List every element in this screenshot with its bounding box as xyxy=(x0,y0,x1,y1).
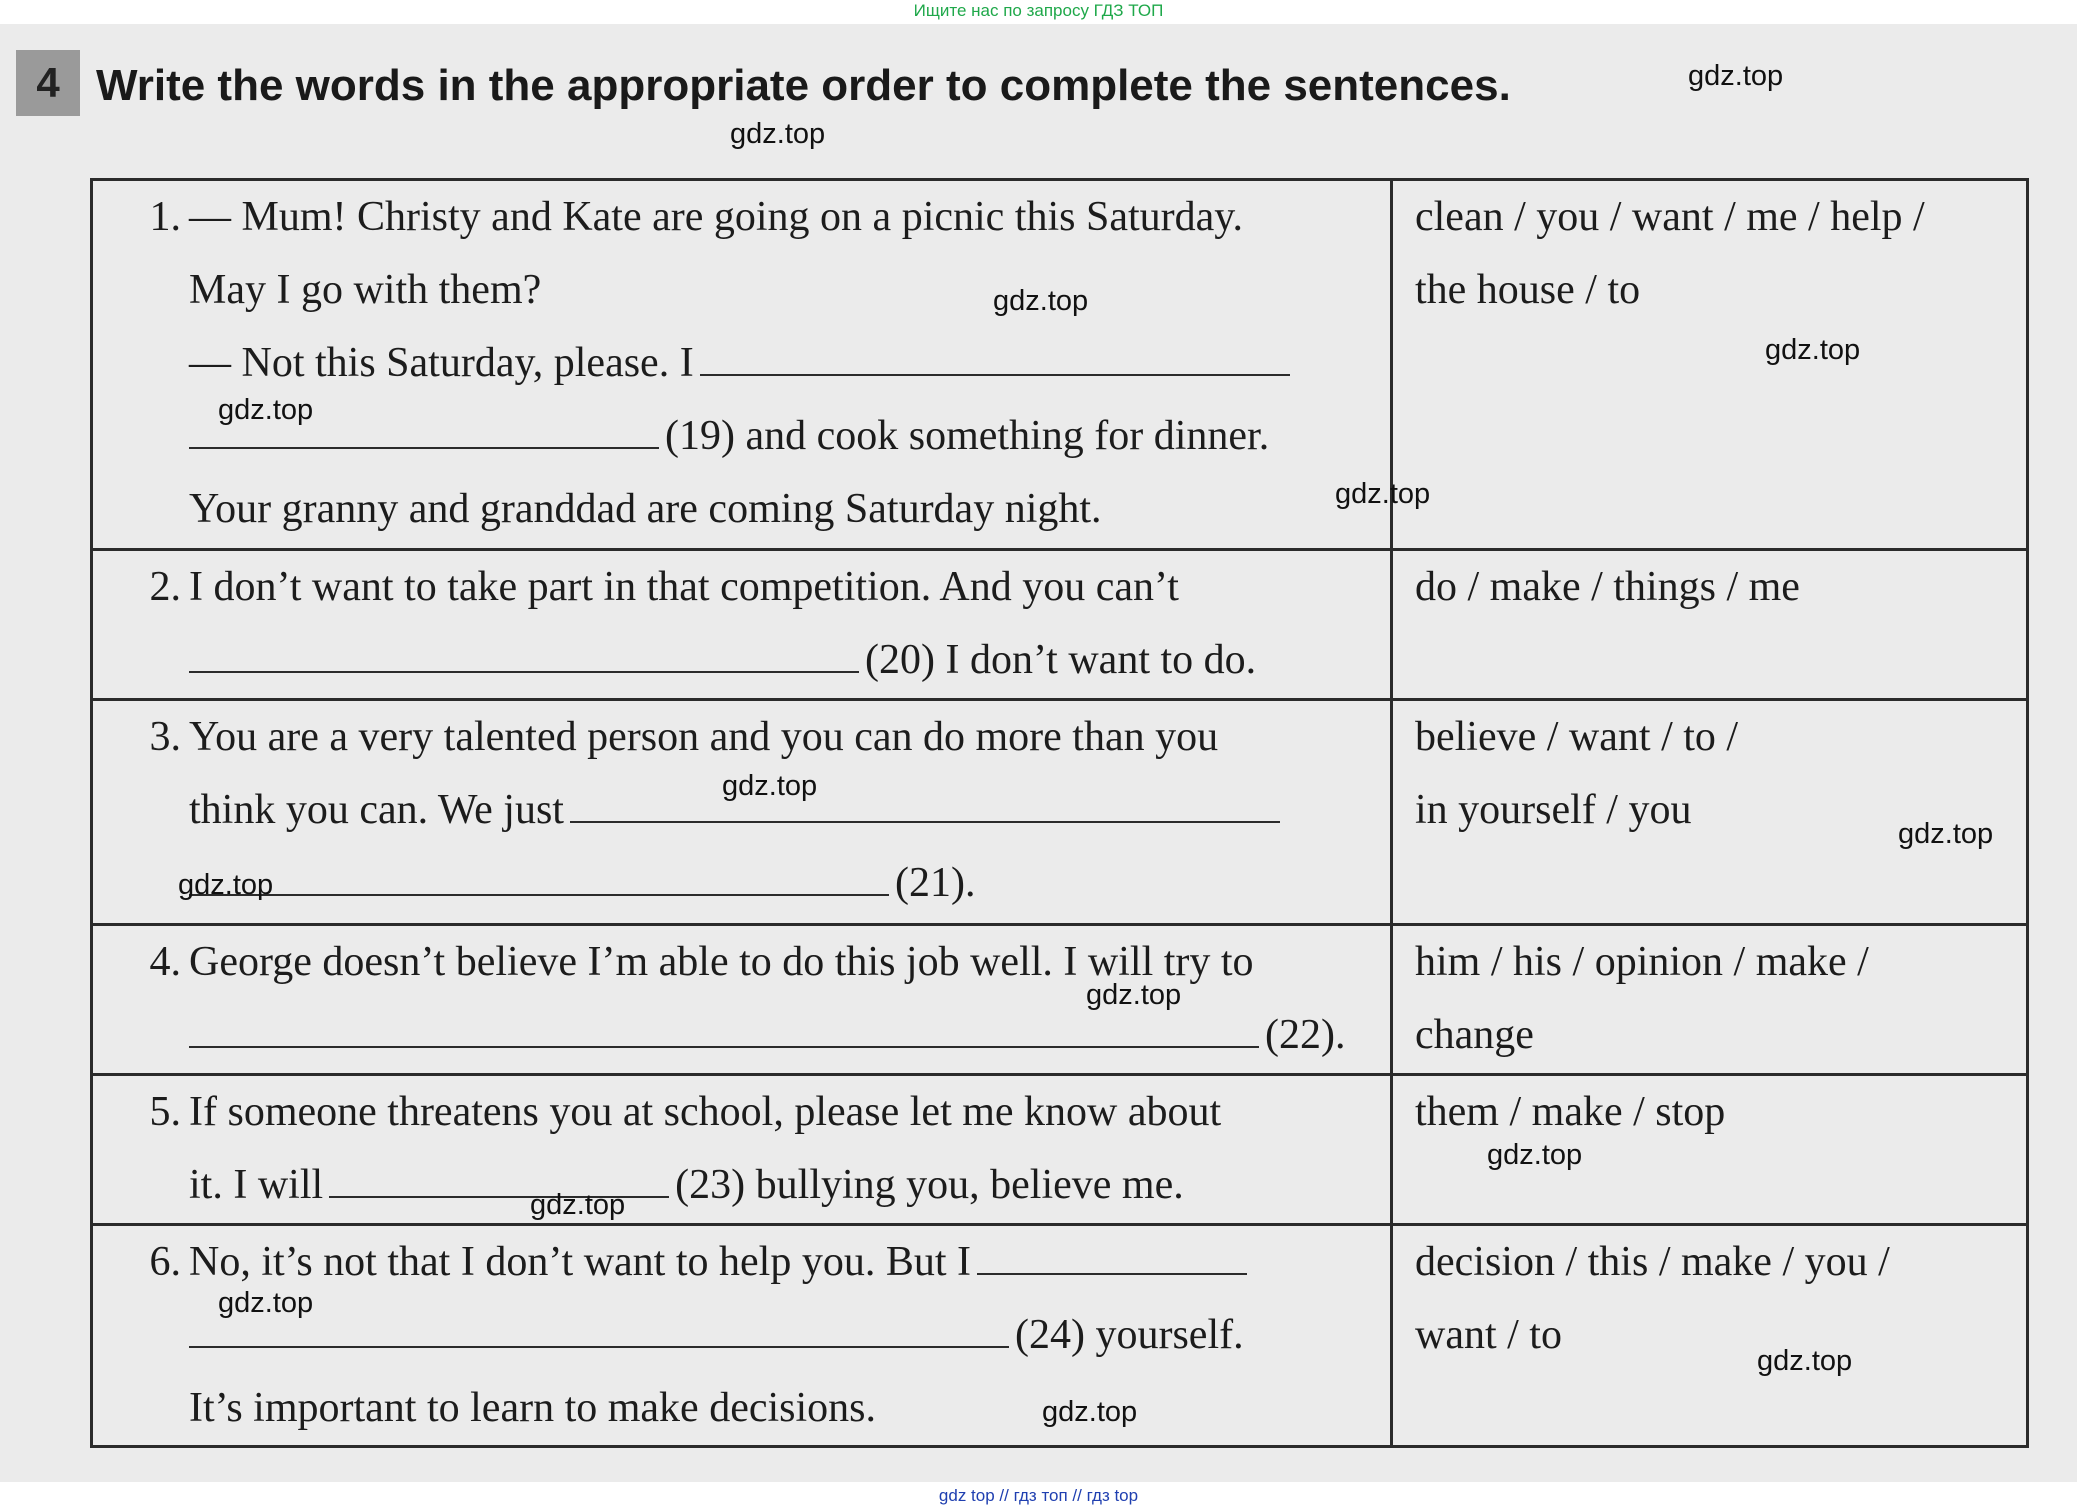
word-hint-cell xyxy=(1392,700,2028,925)
word-hint-cell xyxy=(1392,550,2028,700)
sentence-line: (24) yourself. xyxy=(1015,1312,1244,1358)
sentence-line: It’s important to learn to make decisions. xyxy=(189,1385,877,1431)
watermark: gdz.top xyxy=(218,394,314,426)
word-hint-line: want / to xyxy=(1415,1312,1562,1358)
search-banner-text[interactable]: Ищите нас по запросу ГДЗ ТОП xyxy=(913,1,1164,20)
watermark: gdz.top xyxy=(178,869,274,901)
sentence-cell xyxy=(92,1075,1392,1225)
task-number-badge: 4 xyxy=(16,50,80,116)
exercise-row-2 xyxy=(92,550,2028,700)
word-hint-line: in yourself / you xyxy=(1415,787,1692,833)
word-hint-line: the house / to xyxy=(1415,267,1641,313)
exercise-row-4 xyxy=(92,925,2028,1075)
sentence-line: If someone threatens you at school, please let me know about xyxy=(189,1089,1222,1135)
watermark: gdz.top xyxy=(730,118,826,150)
sentence-cell xyxy=(92,700,1392,925)
watermark: gdz.top xyxy=(1765,334,1861,366)
watermark: gdz.top xyxy=(722,770,818,802)
answer-blank-21-continued[interactable] xyxy=(189,858,889,896)
word-hint-cell xyxy=(1392,925,2028,1075)
exercise-table xyxy=(90,178,2029,1448)
word-hint-line: believe / want / to / xyxy=(1415,714,1739,760)
watermark: gdz.top xyxy=(530,1189,626,1221)
sentence-cell xyxy=(92,180,1392,550)
answer-blank-24[interactable] xyxy=(977,1237,1247,1275)
sentence-line: May I go with them? xyxy=(189,267,542,313)
word-hint-line: him / his / opinion / make / xyxy=(1415,939,1869,985)
footer-text[interactable]: gdz top // гдз топ // гдз top xyxy=(938,1486,1139,1505)
sentence-line: George doesn’t believe I’m able to do this job well. I will try to xyxy=(189,939,1254,985)
answer-blank-22[interactable] xyxy=(189,1010,1259,1048)
answer-blank-21[interactable] xyxy=(570,785,1280,823)
word-hint-line: decision / this / make / you / xyxy=(1415,1239,1890,1285)
watermark: gdz.top xyxy=(1688,60,1784,92)
sentence-line: (20) I don’t want to do. xyxy=(865,637,1257,683)
item-number: 5. xyxy=(149,1089,181,1135)
task-title: Write the words in the appropriate order to complete the sentences. xyxy=(96,61,1511,110)
watermark: gdz.top xyxy=(1898,818,1994,850)
word-hint-cell xyxy=(1392,180,2028,550)
word-hint-line: change xyxy=(1415,1012,1534,1058)
sentence-line: You are a very talented person and you can do more than you xyxy=(189,714,1219,760)
exercise-row-3 xyxy=(92,700,2028,925)
sentence-line: (21). xyxy=(895,860,976,906)
sentence-cell xyxy=(92,1225,1392,1447)
sentence-line: — Mum! Christy and Kate are going on a picnic this Saturday. xyxy=(189,194,1244,240)
watermark: gdz.top xyxy=(1042,1396,1138,1428)
word-hint-cell xyxy=(1392,1225,2028,1447)
sentence-line: (19) and cook something for dinner. xyxy=(665,413,1270,459)
watermark: gdz.top xyxy=(993,285,1089,317)
answer-blank-20[interactable] xyxy=(189,635,859,673)
watermark: gdz.top xyxy=(1757,1345,1853,1377)
item-number: 1. xyxy=(149,194,181,240)
sentence-line: (23) bullying you, believe me. xyxy=(675,1162,1184,1208)
sentence-line: — Not this Saturday, please. I xyxy=(189,340,694,386)
item-number: 6. xyxy=(149,1239,181,1285)
item-number: 2. xyxy=(149,564,181,610)
exercise-row-1 xyxy=(92,180,2028,550)
watermark: gdz.top xyxy=(1487,1139,1583,1171)
word-hint-line: them / make / stop xyxy=(1415,1089,1726,1135)
search-banner[interactable] xyxy=(0,0,2077,24)
item-number: 4. xyxy=(149,939,181,985)
sentence-line: No, it’s not that I don’t want to help you. But I xyxy=(189,1239,972,1285)
sentence-line: it. I will xyxy=(189,1162,324,1208)
footer-links[interactable] xyxy=(0,1482,2077,1510)
sentence-line: think you can. We just xyxy=(189,787,564,833)
word-hint-line: clean / you / want / me / help / xyxy=(1415,194,1925,240)
sentence-line: (22). xyxy=(1265,1012,1346,1058)
word-hint-line: do / make / things / me xyxy=(1415,564,1800,610)
watermark: gdz.top xyxy=(1086,979,1182,1011)
watermark: gdz.top xyxy=(218,1287,314,1319)
exercise-row-5 xyxy=(92,1075,2028,1225)
sentence-cell xyxy=(92,925,1392,1075)
answer-blank-19[interactable] xyxy=(700,338,1290,376)
sentence-line: I don’t want to take part in that competition. And you can’t xyxy=(189,564,1179,610)
sentence-line: Your granny and granddad are coming Saturday night. xyxy=(189,486,1102,532)
item-number: 3. xyxy=(149,714,181,760)
watermark: gdz.top xyxy=(1335,478,1431,510)
sentence-cell xyxy=(92,550,1392,700)
